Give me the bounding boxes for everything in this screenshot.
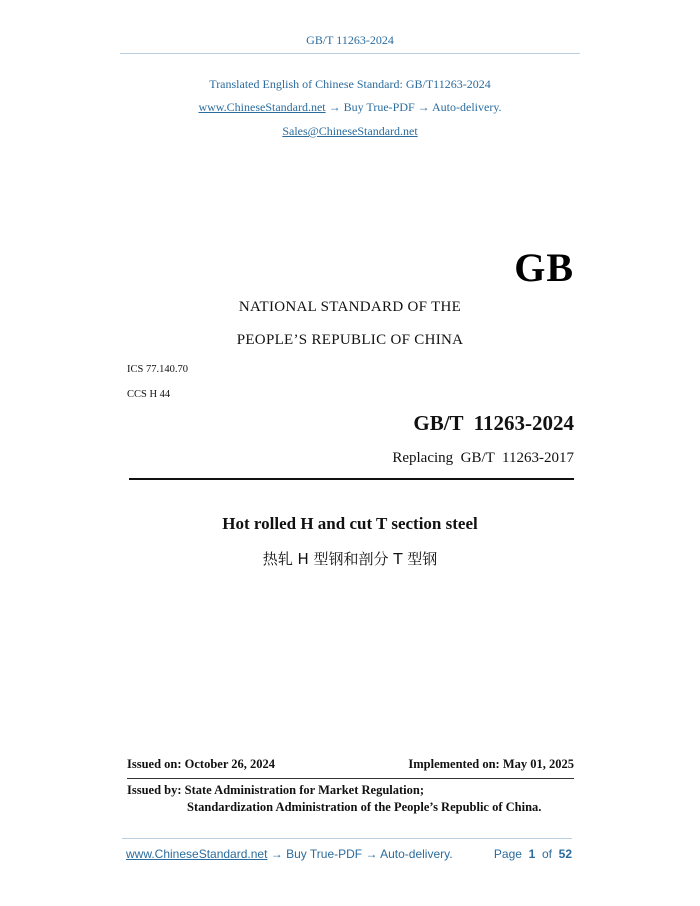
- issued-by-line2: Standardization Administration of the People’s Republic of China.: [187, 800, 542, 814]
- title-divider: [129, 478, 574, 480]
- footer-site-link[interactable]: www.ChineseStandard.net: [126, 847, 268, 861]
- footer-buy-text: → Buy True-PDF → Auto-delivery.: [267, 847, 453, 861]
- gb-logo: GB: [514, 245, 574, 290]
- issuer-divider: [127, 778, 574, 779]
- page-label: Page: [493, 847, 522, 861]
- ccs-code: CCS H 44: [127, 389, 171, 400]
- page-of-label: of: [541, 847, 552, 861]
- page-current: 1: [528, 847, 536, 861]
- national-standard-line2: PEOPLE’S REPUBLIC OF CHINA: [236, 332, 464, 348]
- standard-number-text: GB/T 11263-2024: [413, 411, 574, 435]
- promo-email-link[interactable]: Sales@ChineseStandard.net: [282, 124, 418, 138]
- page-total: 52: [558, 847, 572, 861]
- promo-translation-line: Translated English of Chinese Standard: GB/T11263-2024: [209, 77, 491, 91]
- header-divider: [120, 53, 580, 54]
- replacing-standard: [392, 450, 574, 467]
- promo-email-line: [0, 124, 700, 139]
- issued-on-date: Issued on: October 26, 2024: [127, 757, 276, 771]
- issued-by-line1: Issued by: State Administration for Market Regulation;: [127, 783, 424, 797]
- page-indicator: [494, 847, 572, 861]
- footer-promo: [126, 847, 453, 861]
- national-standard-line1: NATIONAL STANDARD OF THE: [238, 299, 462, 315]
- promo-buy-line: [0, 100, 700, 115]
- ics-code: ICS 77.140.70: [127, 364, 188, 375]
- implemented-on-date: Implemented on: May 01, 2025: [408, 757, 574, 771]
- standard-number: [413, 411, 574, 436]
- footer-divider: [122, 838, 572, 839]
- promo-buy-text: → Buy True-PDF → Auto-delivery.: [325, 100, 502, 114]
- header-standard-code: GB/T 11263-2024: [306, 33, 394, 47]
- document-title-english: Hot rolled H and cut T section steel: [222, 514, 478, 533]
- replacing-text: Replacing GB/T 11263-2017: [392, 450, 574, 466]
- document-title-chinese: 热轧 H 型钢和剖分 T 型钢: [262, 550, 438, 568]
- promo-site-link[interactable]: www.ChineseStandard.net: [198, 100, 326, 114]
